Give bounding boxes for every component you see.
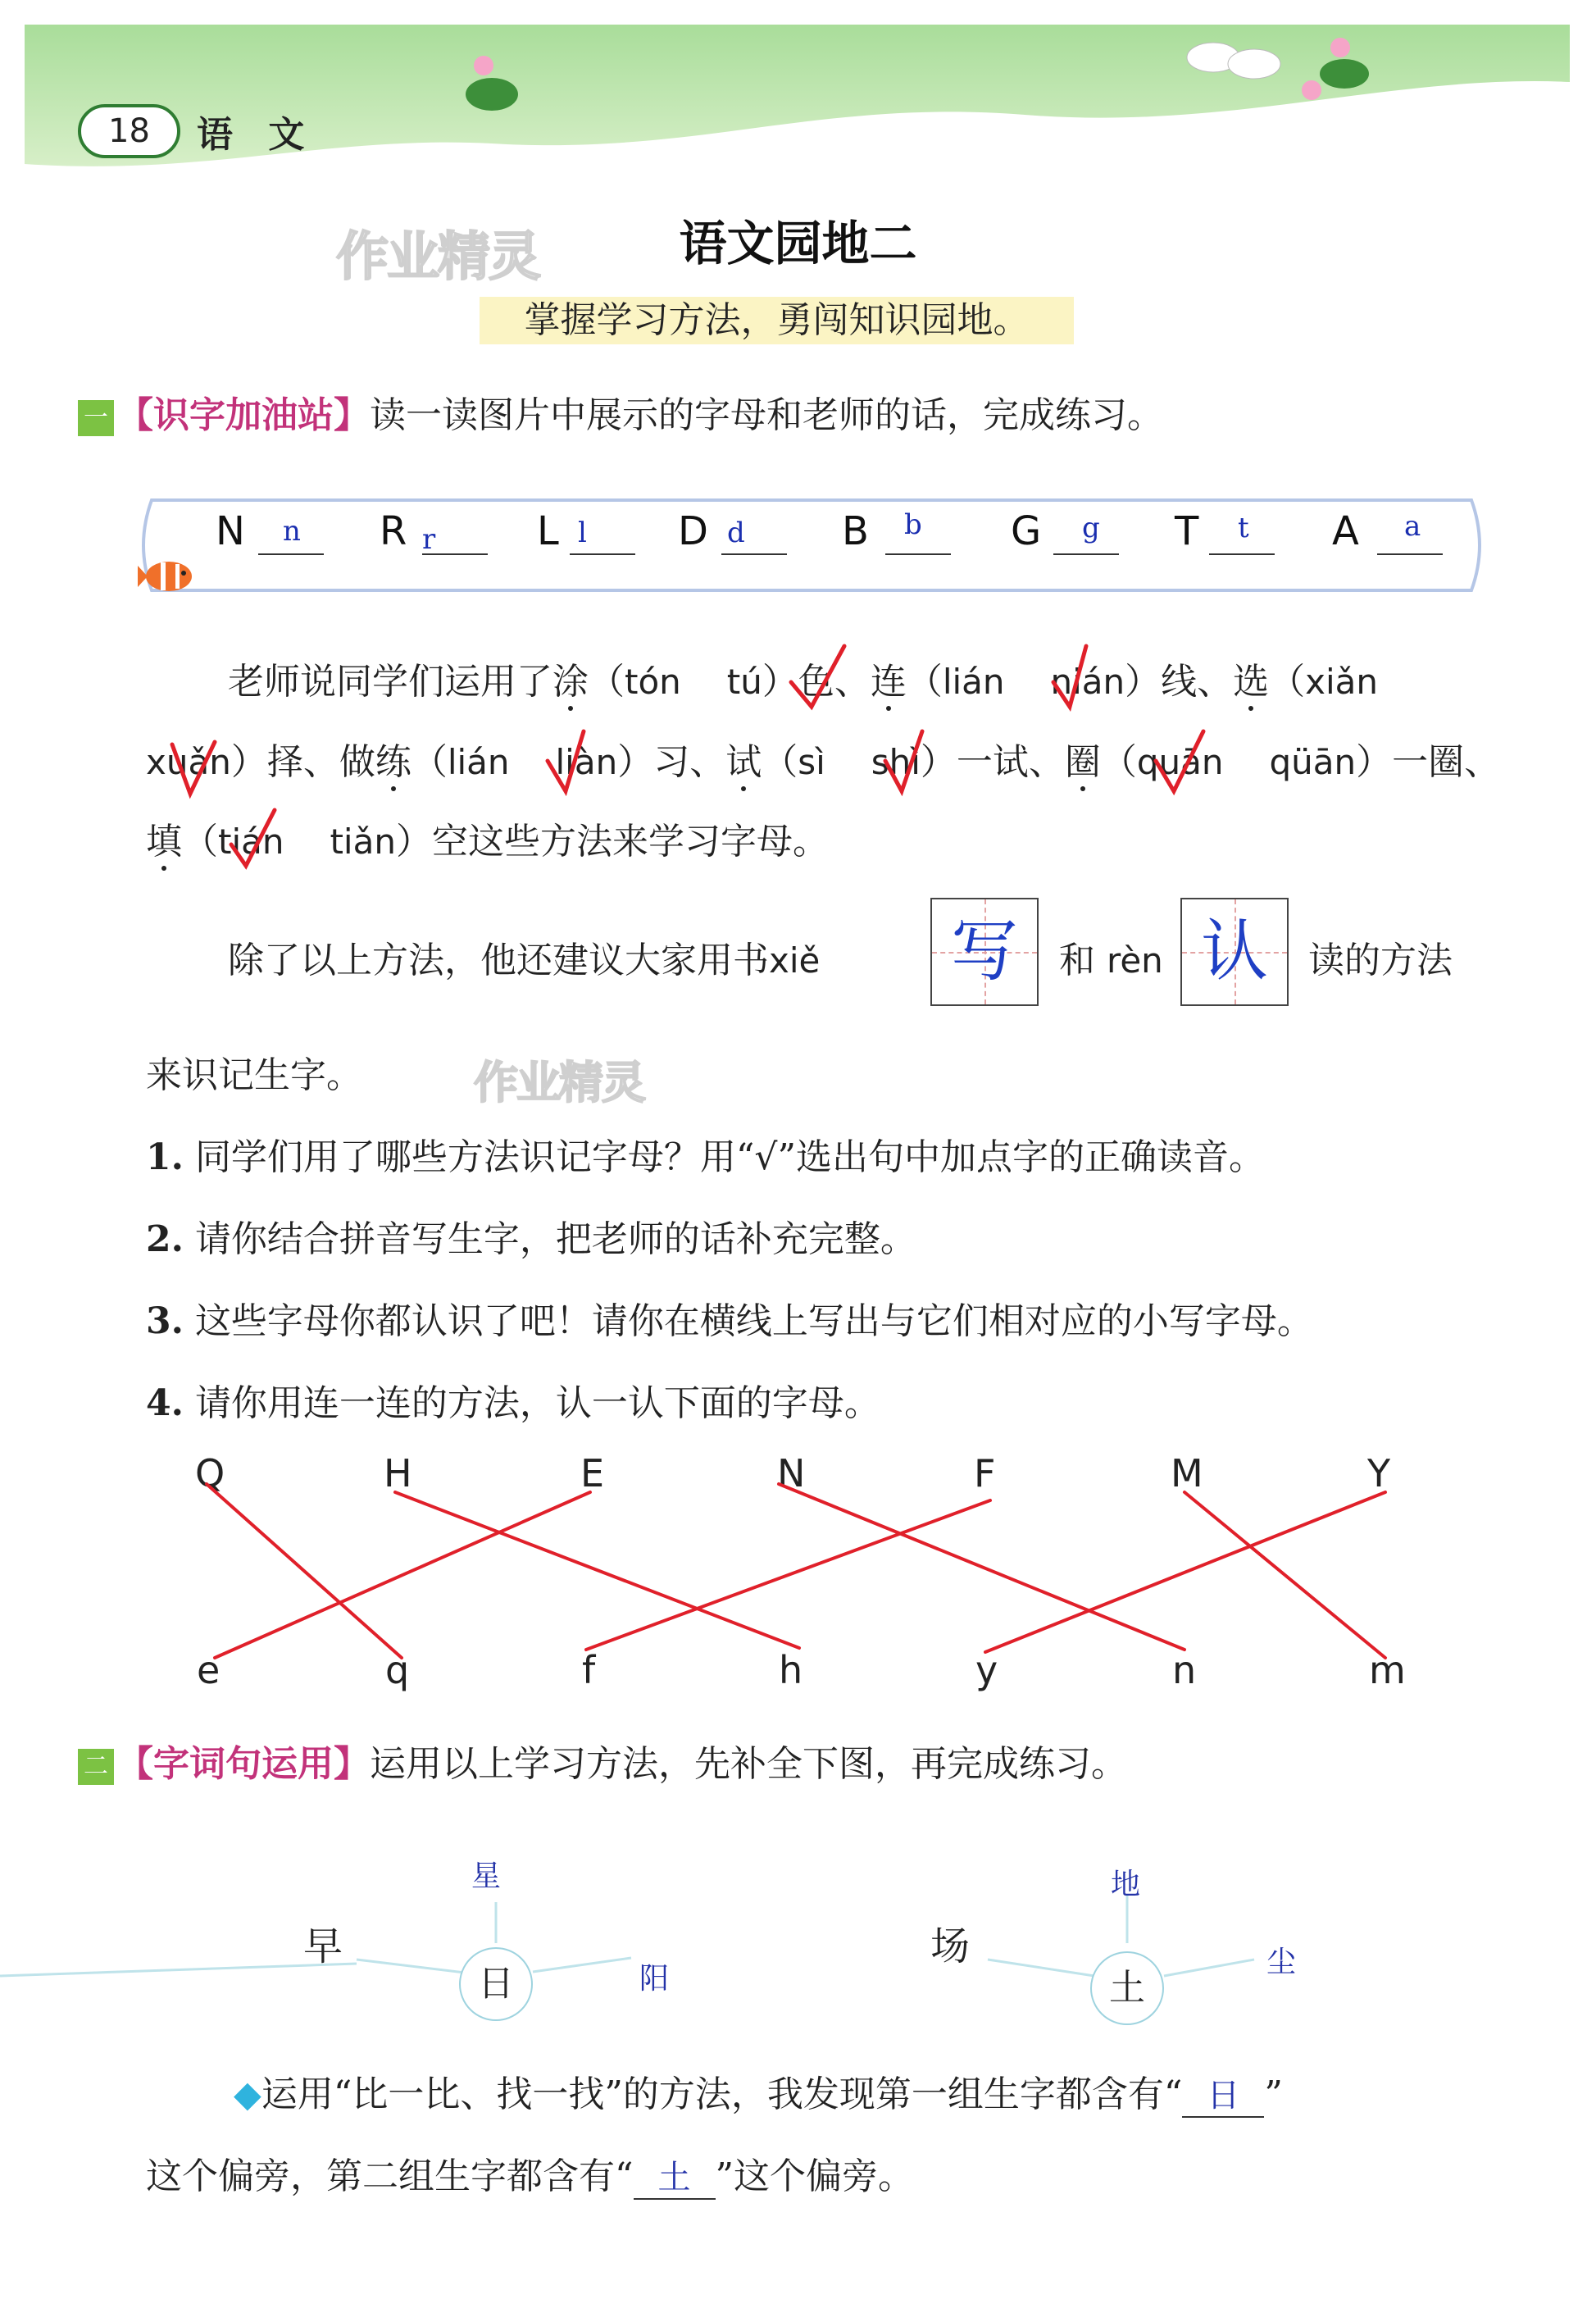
match-lower: q xyxy=(385,1648,410,1692)
writing-box xyxy=(1180,898,1289,1006)
match-lower: n xyxy=(1172,1648,1197,1692)
answer-lower: a xyxy=(1404,510,1421,543)
check-mark-icon xyxy=(1053,646,1086,707)
match-upper: Q xyxy=(195,1451,225,1495)
map1-right-char: 阳 xyxy=(639,1962,670,1996)
match-upper: E xyxy=(580,1451,605,1495)
answer-lower: b xyxy=(904,508,922,541)
teacher-paragraph-line-3: 填（tián tiǎn）空这些方法来学习字母。 xyxy=(146,821,829,863)
match-upper: Y xyxy=(1367,1451,1391,1495)
match-lower: e xyxy=(197,1648,221,1692)
section-1-heading xyxy=(78,385,1163,438)
section-number: 二 xyxy=(78,1749,114,1785)
letter-upper: A xyxy=(1332,508,1359,554)
answer-lower: l xyxy=(578,517,587,549)
letter-upper: L xyxy=(537,508,559,554)
match-lower: f xyxy=(582,1648,596,1692)
check-mark-icon xyxy=(791,646,844,707)
map2-center: 土 xyxy=(1090,1951,1164,2025)
map2-left-char: 场 xyxy=(930,1923,971,1969)
matching-lines xyxy=(0,1443,1596,1673)
section-instruction: 运用以上学习方法，先补全下图，再完成练习。 xyxy=(370,1743,1127,1785)
map2-top-char: 地 xyxy=(1111,1868,1141,1901)
map1-top-char: 星 xyxy=(471,1860,502,1893)
answer-lower: n xyxy=(283,515,301,548)
check-marks xyxy=(0,623,1596,885)
conclusion-line-1: ◆运用“比一比、找一找”的方法，我发现第一组生字都含有“ 日 ” xyxy=(234,2064,1283,2118)
answer-lower: r xyxy=(422,523,436,556)
match-upper: M xyxy=(1171,1451,1203,1495)
answer-blank-1: 日 xyxy=(1182,2069,1264,2118)
question-3: 3. 这些字母你都认识了吧！请你在横线上写出与它们相对应的小写字母。 xyxy=(146,1300,1313,1342)
letter-upper: B xyxy=(842,508,869,554)
answer-blank xyxy=(721,553,787,555)
answer-blank xyxy=(570,553,635,555)
conclusion-line-2: 这个偏旁，第二组生字都含有“ 土 ”这个偏旁。 xyxy=(146,2146,914,2200)
answer-blank-2: 土 xyxy=(634,2151,716,2200)
match-lower: y xyxy=(975,1648,998,1692)
answer-blank xyxy=(1377,553,1443,555)
match-upper: N xyxy=(777,1451,806,1495)
answer-lower: d xyxy=(727,517,745,549)
map1-center: 日 xyxy=(459,1947,533,2021)
check-mark-icon xyxy=(1156,731,1203,791)
writing-box xyxy=(930,898,1039,1006)
page-title: 语文园地二 xyxy=(679,216,917,271)
suggestion-line-1a: 除了以上方法，他还建议大家用书xiě xyxy=(228,940,821,981)
answer-blank xyxy=(1209,553,1275,555)
question-4: 4. 请你用连一连的方法，认一认下面的字母。 xyxy=(146,1382,880,1424)
map1-left-char: 早 xyxy=(303,1923,343,1969)
section-2-heading xyxy=(78,1734,1127,1787)
letter-upper: R xyxy=(380,508,407,554)
suggestion-line-1c: 读的方法 xyxy=(1308,940,1453,981)
answer-blank xyxy=(258,553,324,555)
question-2: 2. 请你结合拼音写生字，把老师的话补充完整。 xyxy=(146,1218,916,1260)
check-mark-icon xyxy=(172,742,215,794)
diamond-icon: ◆ xyxy=(234,2073,261,2115)
question-1: 1. 同学们用了哪些方法识记字母？用“√”选出句中加点字的正确读音。 xyxy=(146,1136,1265,1178)
map2-right-char: 尘 xyxy=(1266,1946,1297,1979)
section-instruction: 读一读图片中展示的字母和老师的话，完成练习。 xyxy=(370,394,1163,436)
suggestion-line-1b: 和 rèn xyxy=(1059,940,1163,981)
answer-blank xyxy=(1053,553,1119,555)
teacher-paragraph-line-1: 老师说同学们运用了涂（tón tú）色、连（lián nián）线、选（xiǎn xyxy=(228,661,1379,703)
check-mark-icon xyxy=(231,810,275,866)
letter-upper: N xyxy=(216,508,245,554)
section-number: 一 xyxy=(78,400,114,436)
watermark: 作业精灵 xyxy=(336,227,539,288)
letter-upper: D xyxy=(678,508,708,554)
match-upper: H xyxy=(384,1451,412,1495)
teacher-paragraph-line-2: xuǎn）择、做练（lián liàn）习、试（sì shì）一试、圈（quān qüān）一圈、 xyxy=(146,741,1501,783)
letter-upper: T xyxy=(1175,508,1199,554)
answer-blank xyxy=(885,553,951,555)
letter-upper: G xyxy=(1011,508,1042,554)
motto: 掌握学习方法，勇闯知识园地。 xyxy=(480,297,1074,344)
check-mark-icon xyxy=(548,731,584,791)
header-banner xyxy=(0,0,1596,189)
letter-row xyxy=(143,508,1471,599)
answer-lower: t xyxy=(1238,512,1249,544)
match-lower: m xyxy=(1369,1648,1406,1692)
check-mark-icon xyxy=(885,731,922,791)
written-char: 写 xyxy=(950,913,1018,990)
section-tag: 【字词句运用】 xyxy=(117,1743,370,1785)
word-map-lines xyxy=(0,1828,1596,2033)
watermark: 作业精灵 xyxy=(474,1057,644,1108)
suggestion-line-2: 来识记生字。 xyxy=(146,1054,362,1096)
page-number: 18 xyxy=(78,104,180,158)
match-lower: h xyxy=(779,1648,803,1692)
answer-lower: g xyxy=(1082,512,1100,544)
match-upper: F xyxy=(974,1451,996,1495)
section-tag: 【识字加油站】 xyxy=(117,394,370,436)
subject-label: 语 文 xyxy=(197,114,316,156)
written-char: 认 xyxy=(1200,913,1268,990)
